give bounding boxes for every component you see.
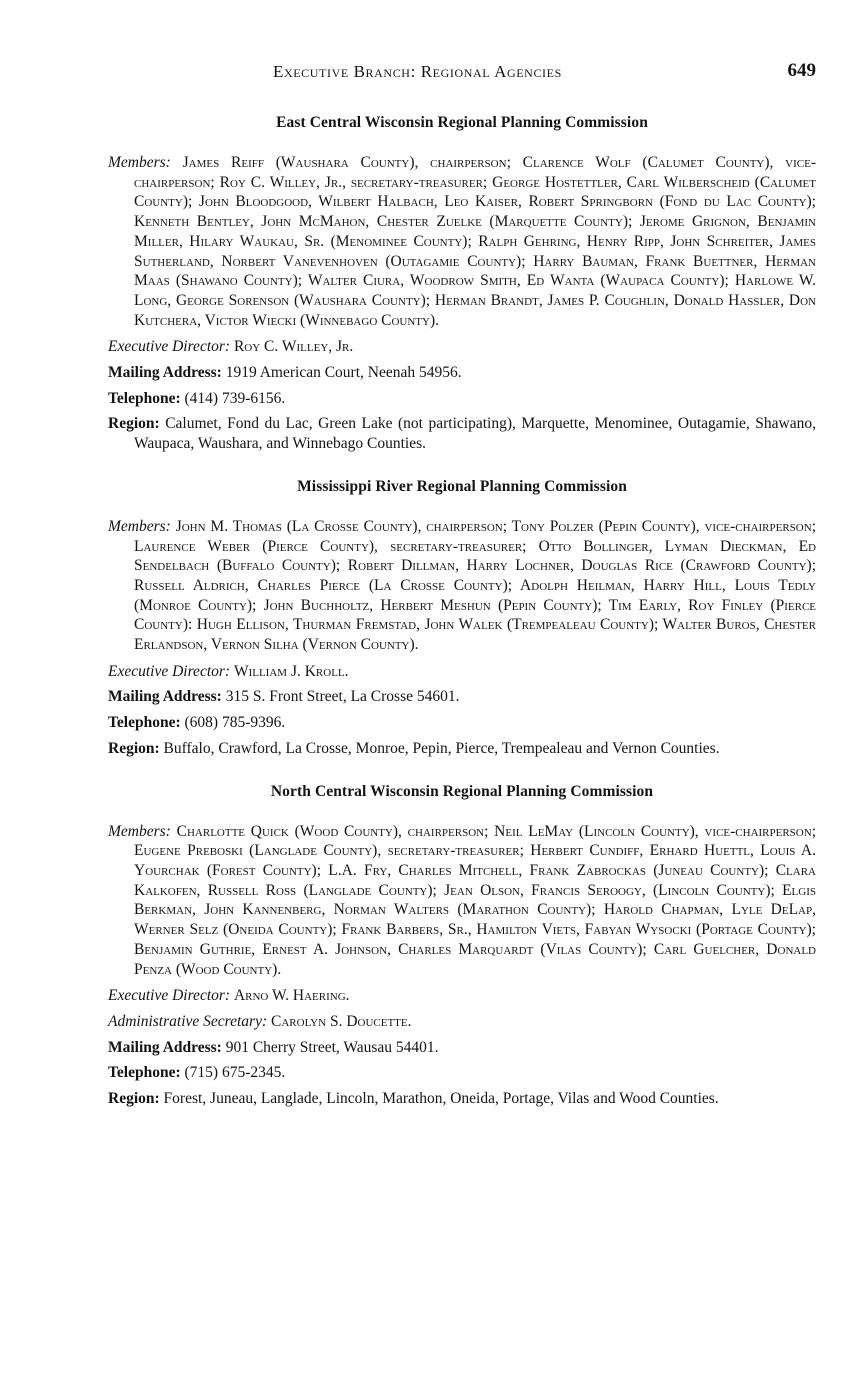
section-mississippi-river [108, 478, 816, 759]
executive-director-entry [108, 662, 816, 682]
section-title: East Central Wisconsin Regional Planning Commission [276, 114, 648, 131]
region-label: Region: [108, 739, 160, 757]
executive-director-name: Arno W. Haering. [233, 987, 350, 1005]
region-entry [108, 1089, 816, 1109]
region-text: Calumet, Fond du Lac, Green Lake (not participating), Marquette, Menominee, Outagamie, Shawano, Waupaca, Waushara, and Winnebago Counties. [134, 415, 817, 453]
members-label: Members: [108, 154, 171, 171]
executive-director-name: Roy C. Willey, Jr. [233, 338, 354, 356]
members-entry [108, 153, 816, 330]
running-title: Executive Branch: Regional Agencies [273, 62, 562, 81]
section-east-central [108, 114, 816, 454]
document-page [108, 62, 816, 1115]
telephone-entry [108, 713, 816, 733]
region-label: Region: [108, 415, 160, 433]
mailing-address-entry [108, 687, 816, 707]
running-head [108, 62, 816, 90]
members-label: Members: [108, 517, 171, 535]
mailing-address-label: Mailing Address: [108, 688, 222, 706]
mailing-address-entry [108, 1038, 816, 1058]
region-entry [108, 739, 816, 759]
section-title: Mississippi River Regional Planning Commission [297, 477, 627, 495]
telephone-number: (608) 785-9396. [184, 714, 286, 732]
region-entry [108, 414, 816, 453]
page-number: 649 [787, 60, 816, 81]
mailing-address-entry [108, 363, 816, 383]
executive-director-label: Executive Director: [108, 662, 231, 680]
region-text: Buffalo, Crawford, La Crosse, Monroe, Pepin, Pierce, Trempealeau and Vernon Counties. [163, 739, 720, 757]
telephone-entry [108, 1063, 816, 1083]
admin-secretary-entry [108, 1012, 816, 1032]
members-entry [108, 822, 816, 980]
telephone-entry [108, 389, 816, 409]
executive-director-name: William J. Kroll. [233, 662, 349, 680]
region-label: Region: [108, 1090, 160, 1108]
mailing-address: 901 Cherry Street, Wausau 54401. [225, 1038, 439, 1056]
executive-director-entry [108, 337, 816, 357]
members-text: Charlotte Quick (Wood County), chairperson; Neil LeMay (Lincoln County), vice-chairperson; Eugene Preboski (Langlade County), secretary-treasurer; Herbert Cundiff, Erhard Huettl, Louis A. Yourchak (Forest County); L.A. Fry, Charles Mitchell, Frank Zabrockas (Juneau County); Clara Kalkofen, Russell Ross (Langlade County); Jean Olson, Francis Seroogy, (Lincoln County); Elgis Berkman, John Kannenberg, Norman Walters (Marathon County); Harold Chapman, Lyle DeLap, Werner Selz (Oneida County); Frank Barbers, Sr., Hamilton Viets, Fabyan Wysocki (Portage County); Benjamin Guthrie, Ernest A. Johnson, Charles Marquardt (Vilas County); Carl Guelcher, Donald Penza (Wood County). [134, 822, 816, 978]
executive-director-label: Executive Director: [108, 338, 231, 356]
executive-director-label: Executive Director: [108, 987, 231, 1005]
admin-secretary-name: Carolyn S. Doucette. [271, 1012, 412, 1030]
members-entry [108, 517, 816, 655]
mailing-address-label: Mailing Address: [108, 1038, 222, 1056]
members-label: Members: [108, 822, 171, 840]
section-north-central [108, 783, 816, 1109]
mailing-address: 315 S. Front Street, La Crosse 54601. [225, 688, 460, 706]
telephone-number: (414) 739-6156. [184, 389, 286, 407]
members-text: John M. Thomas (La Crosse County), chairperson; Tony Polzer (Pepin County), vice-chairperson; Laurence Weber (Pierce County), secretary-treasurer; Otto Bollinger, Lyman Dieckman, Ed Sendelbach (Buffalo County); Robert Dillman, Harry Lochner, Douglas Rice (Crawford County); Russell Aldrich, Charles Pierce (La Crosse County); Adolph Heilman, Harry Hill, Louis Tedly (Monroe County); John Buchholtz, Herbert Meshun (Pepin County); Tim Early, Roy Finley (Pierce County): Hugh Ellison, Thurman Fremstad, John Walek (Trempealeau County); Walter Buros, Chester Erlandson, Vernon Silha (Vernon County). [134, 517, 817, 654]
mailing-address: 1919 American Court, Neenah 54956. [225, 364, 462, 382]
mailing-address-label: Mailing Address: [108, 364, 222, 382]
telephone-label: Telephone: [108, 1064, 181, 1082]
admin-secretary-label: Administrative Secretary: [108, 1012, 268, 1030]
section-title: North Central Wisconsin Regional Planning Commission [270, 782, 654, 800]
region-text: Forest, Juneau, Langlade, Lincoln, Marathon, Oneida, Portage, Vilas and Wood Counties. [163, 1090, 719, 1108]
telephone-number: (715) 675-2345. [184, 1064, 286, 1082]
telephone-label: Telephone: [108, 389, 181, 407]
executive-director-entry [108, 986, 816, 1006]
telephone-label: Telephone: [108, 714, 181, 732]
members-text: James Reiff (Waushara County), chairperson; Clarence Wolf (Calumet County), vice-chairperson; Roy C. Willey, Jr., secretary-treasurer; George Hostettler, Carl Wilberscheid (Calumet County); John Bloodgood, Wilbert Halbach, Leo Kaiser, Robert Springborn (Fond du Lac County); Kenneth Bentley, John McMahon, Chester Zuelke (Marquette County); Jerome Grignon, Benjamin Miller, Hilary Waukau, Sr. (Menominee County); Ralph Gehring, Henry Ripp, John Schreiter, James Sutherland, Norbert Vanevenhoven (Outagamie County); Harry Bauman, Frank Buettner, Herman Maas (Shawano County); Walter Ciura, Woodrow Smith, Ed Wanta (Waupaca County); Harlowe W. Long, George Sorenson (Waushara County); Herman Brandt, James P. Coughlin, Donald Hassler, Don Kutchera, Victor Wiecki (Winnebago County). [134, 154, 817, 329]
